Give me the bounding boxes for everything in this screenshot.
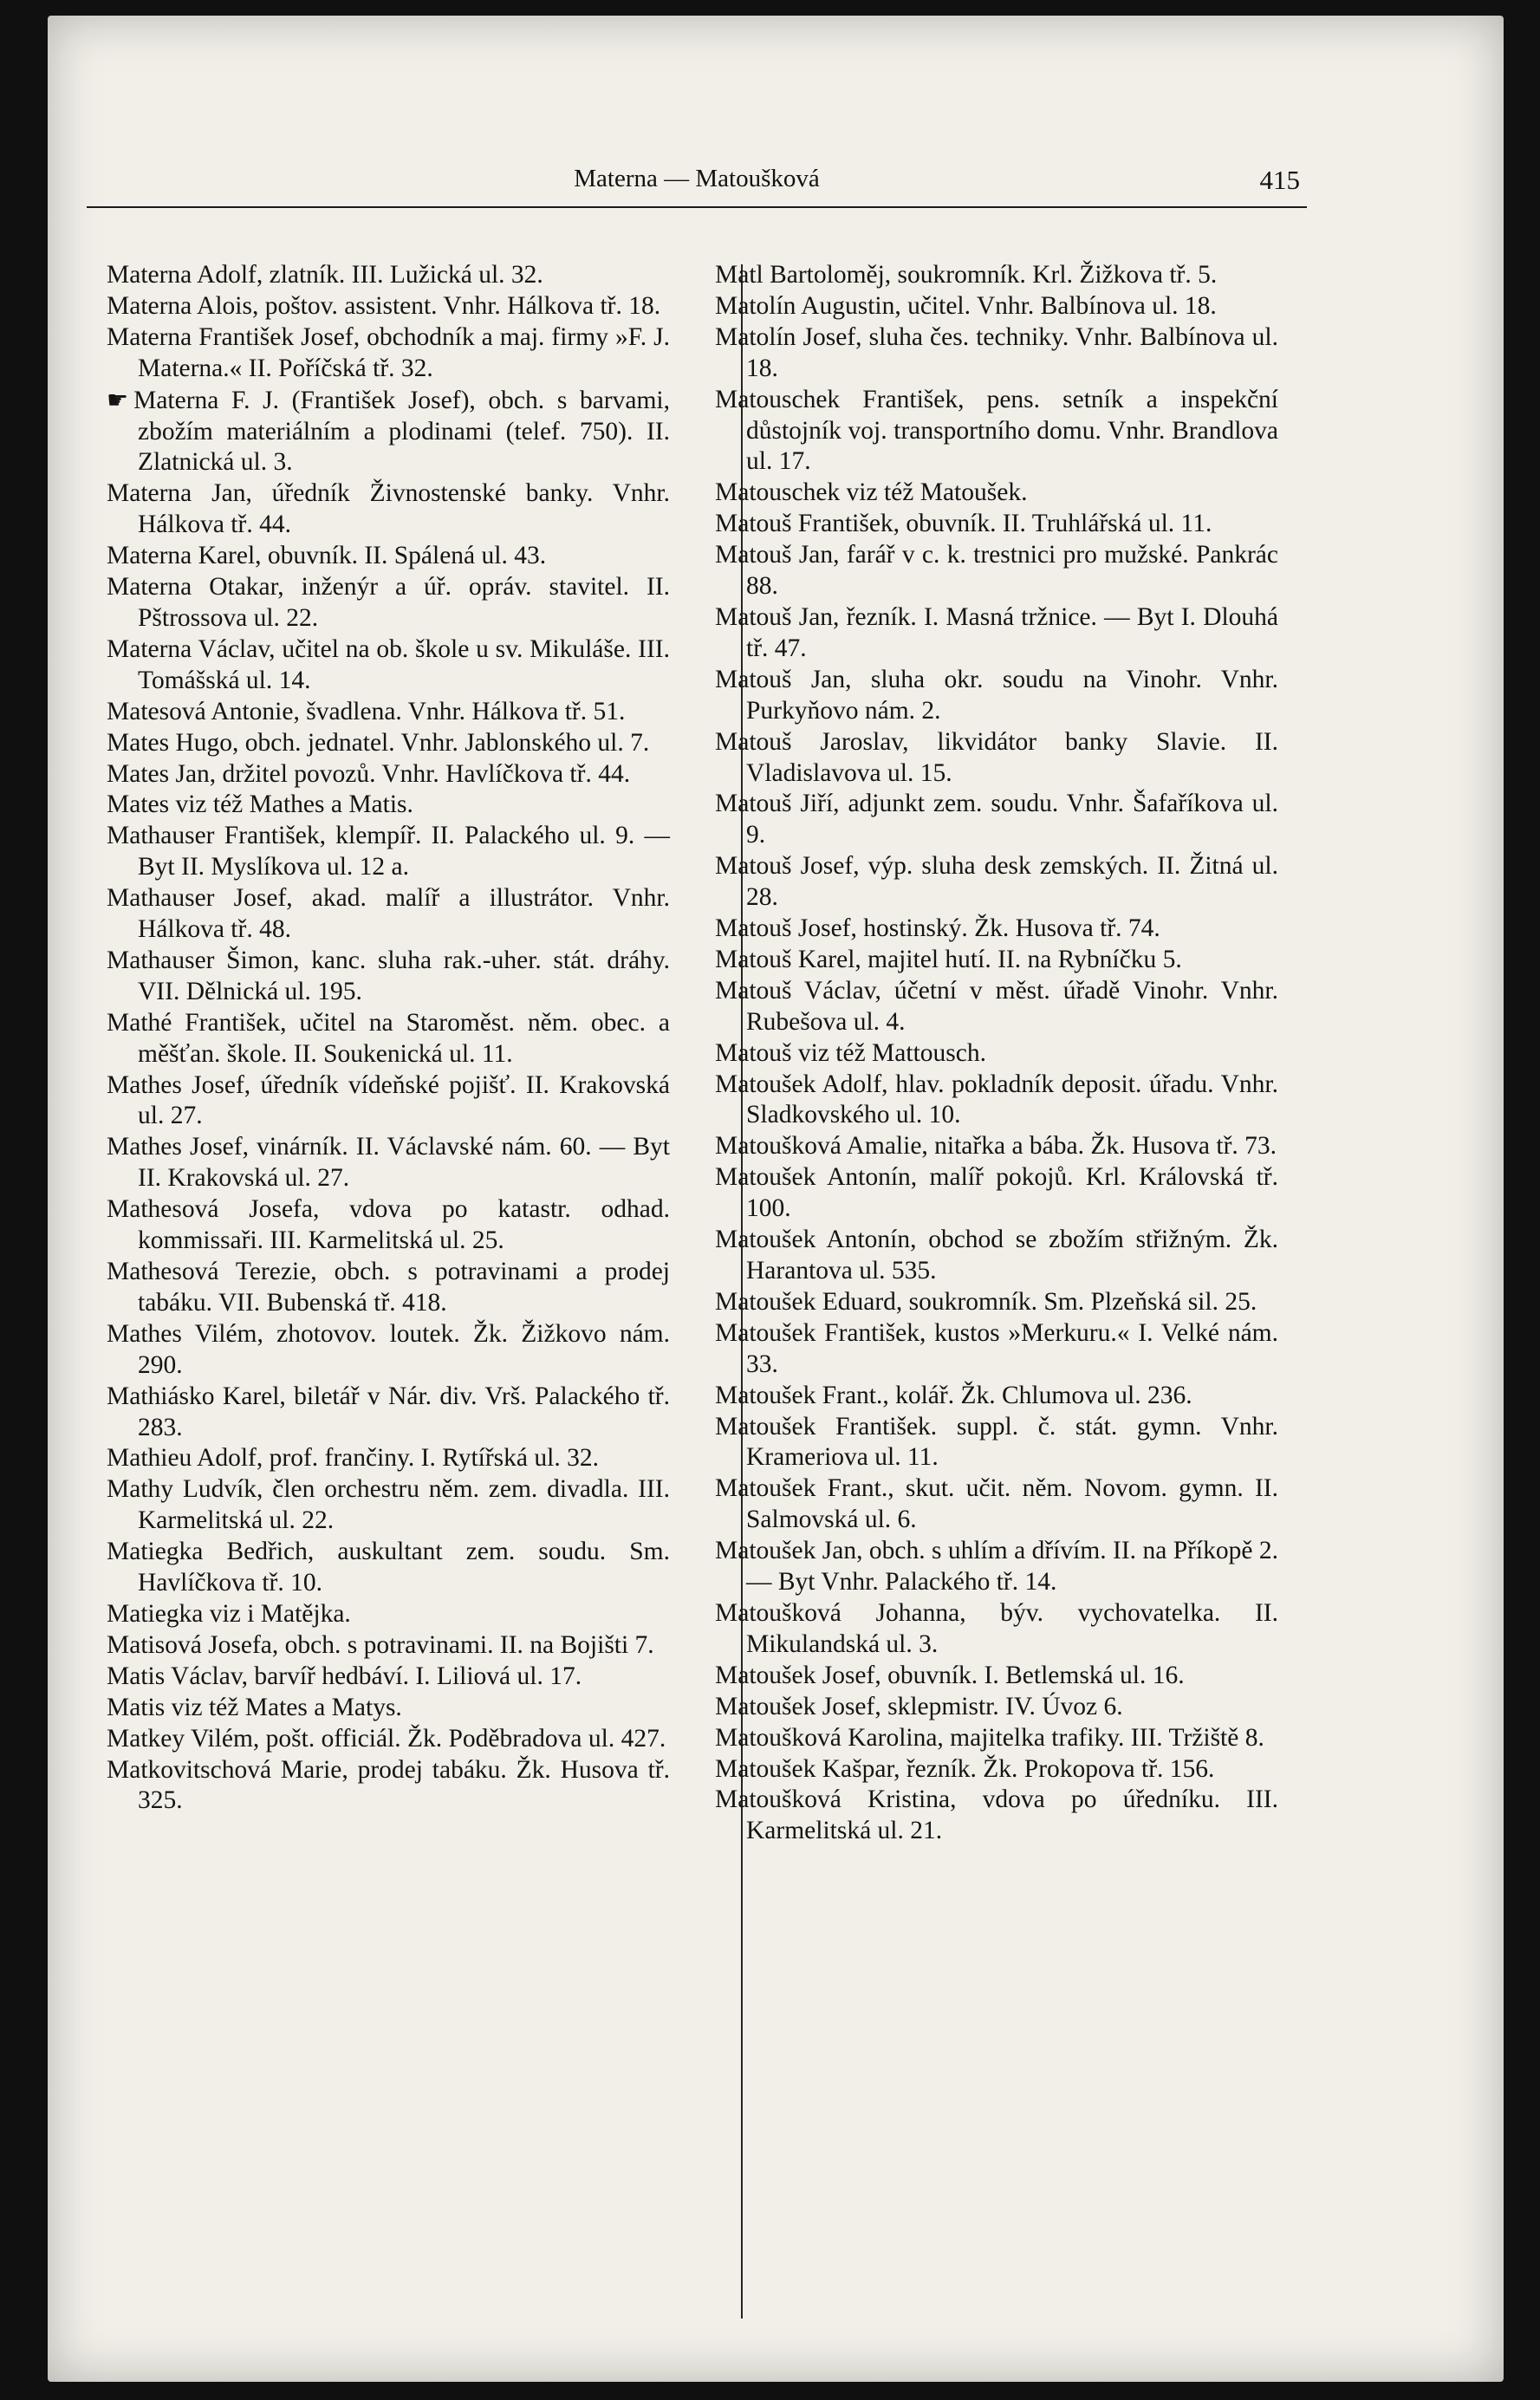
directory-entry [715, 1070, 1278, 1132]
entry-text: Matouschek viz též Matoušek. [715, 478, 1028, 507]
running-title: Materna — Matoušková [574, 165, 820, 192]
directory-entry [715, 1754, 1278, 1785]
directory-entry [107, 541, 670, 572]
directory-entry [715, 1225, 1278, 1287]
entry-text: Matouš František, obuvník. II. Truhlářská ul. 11. [715, 510, 1212, 538]
entry-text: Materna František Josef, obchodník a maj. firmy »F. J. Materna.« II. Poříčská tř. 32. [107, 322, 670, 382]
entry-text: Materna Václav, učitel na ob. škole u sv. Mikuláše. III. Tomášská ul. 14. [107, 634, 670, 694]
entry-text: Matoušek Frant., skut. učit. něm. Novom. gymn. II. Salmovská ul. 6. [715, 1474, 1278, 1534]
directory-entry [715, 509, 1278, 540]
directory-entry [715, 1381, 1278, 1412]
entry-text: Matoušek František. suppl. č. stát. gymn. Vnhr. Krameriova ul. 11. [715, 1412, 1278, 1472]
entry-text: Mathesová Josefa, vdova po katastr. odhad. kommissaři. III. Karmelitská ul. 25. [107, 1195, 670, 1255]
entry-text: Matouš Jan, sluha okr. soudu na Vinohr. Vnhr. Purkyňovo nám. 2. [715, 665, 1278, 725]
directory-entry [107, 1630, 670, 1662]
directory-entry [715, 385, 1278, 478]
directory-entry [715, 1785, 1278, 1847]
entry-text: Matolín Josef, sluha čes. techniky. Vnhr. Balbínova ul. 18. [715, 322, 1278, 382]
page-number: 415 [1259, 165, 1300, 195]
entry-text: Matouš Josef, hostinský. Žk. Husova tř. 74. [715, 914, 1160, 943]
directory-entry [715, 478, 1278, 509]
entry-text: Matouš Jiří, adjunkt zem. soudu. Vnhr. Šafaříkova ul. 9. [715, 790, 1278, 849]
directory-entry [715, 1038, 1278, 1070]
entry-text: Mathiásko Karel, biletář v Nár. div. Vrš. Palackého tř. 283. [107, 1382, 670, 1441]
directory-entry [107, 1537, 670, 1599]
directory-entry [715, 914, 1278, 945]
page-header [87, 149, 1307, 208]
entry-text: Matolín Augustin, učitel. Vnhr. Balbínova ul. 18. [715, 291, 1217, 320]
directory-entry [107, 260, 670, 291]
entry-text: Materna Adolf, zlatník. III. Lužická ul. 32. [107, 261, 543, 289]
directory-entry [715, 602, 1278, 665]
directory-entry [107, 1008, 670, 1070]
entry-text: Matouš Václav, účetní v měst. úřadě Vinohr. Vnhr. Rubešova ul. 4. [715, 976, 1278, 1036]
directory-entry [107, 1599, 670, 1630]
entry-text: Matoušek Frant., kolář. Žk. Chlumova ul. 236. [715, 1381, 1192, 1409]
directory-entry [715, 1473, 1278, 1536]
pointing-hand-icon: ☛ [107, 385, 129, 414]
directory-entry [715, 945, 1278, 976]
directory-entry [715, 1723, 1278, 1754]
directory-entry [107, 883, 670, 946]
entry-text: Matiegka viz i Matějka. [107, 1599, 351, 1628]
directory-entry [107, 572, 670, 634]
directory-entry [715, 1598, 1278, 1661]
directory-entry [715, 1318, 1278, 1381]
directory-entry [715, 1131, 1278, 1162]
directory-entry [107, 1755, 670, 1818]
directory-entry [715, 1536, 1278, 1598]
directory-entry [107, 1070, 670, 1133]
directory-entry [715, 1661, 1278, 1692]
entry-text: Matouschek František, pens. setník a inspekční důstojník voj. transportního domu. Vnhr. Brandlova ul. 17. [715, 385, 1278, 476]
entry-text: Mates viz též Mathes a Matis. [107, 790, 413, 819]
directory-entry [715, 1162, 1278, 1225]
entry-text: Matiegka Bedřich, auskultant zem. soudu. Sm. Havlíčkova tř. 10. [107, 1538, 670, 1597]
entry-text: Matoušek Antonín, malíř pokojů. Krl. Královská tř. 100. [715, 1163, 1278, 1223]
entry-text: Mathesová Terezie, obch. s potravinami a prodej tabáku. VII. Bubenská tř. 418. [107, 1258, 670, 1317]
directory-entry [715, 1692, 1278, 1723]
directory-entry [107, 478, 670, 541]
directory-entry [107, 790, 670, 821]
entry-text: Matoušek Antonín, obchod se zbožím střižným. Žk. Harantova ul. 535. [715, 1226, 1278, 1285]
directory-entry [107, 1319, 670, 1382]
entry-text: Matoušek Eduard, soukromník. Sm. Plzeňská sil. 25. [715, 1287, 1257, 1316]
entry-text: Mathes Josef, vinárník. II. Václavské nám. 60. — Byt II. Krakovská ul. 27. [107, 1133, 670, 1193]
directory-entry [107, 759, 670, 790]
entry-text: Matoušek Jan, obch. s uhlím a dřívím. II. na Příkopě 2. — Byt Vnhr. Palackého tř. 14. [715, 1537, 1278, 1597]
directory-entry [107, 1194, 670, 1257]
directory-entry [715, 322, 1278, 385]
directory-entry [107, 1382, 670, 1444]
entry-text: Materna F. J. (František Josef), obch. s barvami, zbožím materiálním a plodinami (telef. 750). II. Zlatnická ul. 3. [133, 386, 670, 477]
entry-text: Matouš viz též Mattousch. [715, 1038, 986, 1067]
directory-entry [715, 851, 1278, 914]
entry-text: Matouš Jan, farář v c. k. trestnici pro mužské. Pankrác 88. [715, 541, 1278, 601]
directory-entry [107, 1724, 670, 1755]
directory-entry [107, 1443, 670, 1474]
right-column [715, 260, 1278, 1847]
directory-entry [107, 634, 670, 697]
left-column [107, 260, 670, 1817]
entry-text: Matoušková Kristina, vdova po úředníku. III. Karmelitská ul. 21. [715, 1785, 1278, 1845]
entry-text: Mathieu Adolf, prof. frančiny. I. Rytířská ul. 32. [107, 1444, 599, 1473]
entry-text: Matouš Josef, výp. sluha desk zemských. II. Žitná ul. 28. [715, 852, 1278, 912]
entry-text: Materna Jan, úředník Živnostenské banky. Vnhr. Hálkova tř. 44. [107, 479, 670, 539]
entry-text: Materna Karel, obuvník. II. Spálená ul. 43. [107, 542, 547, 570]
directory-entry [715, 665, 1278, 727]
directory-entry [715, 1412, 1278, 1474]
entry-text: Mates Jan, držitel povozů. Vnhr. Havlíčkova tř. 44. [107, 759, 631, 788]
entry-text: Matis Václav, barvíř hedbáví. I. Liliová ul. 17. [107, 1662, 582, 1690]
directory-entry [107, 1257, 670, 1319]
entry-text: Matoušek František, kustos »Merkuru.« I. Velké nám. 33. [715, 1318, 1278, 1378]
entry-text: Mathauser Josef, akad. malíř a illustrátor. Vnhr. Hálkova tř. 48. [107, 884, 670, 944]
entry-text: Matkovitschová Marie, prodej tabáku. Žk. Husova tř. 325. [107, 1755, 670, 1815]
entry-text: Materna Alois, poštov. assistent. Vnhr. Hálkova tř. 18. [107, 291, 661, 320]
entry-text: Matoušková Karolina, majitelka trafiky. III. Tržiště 8. [715, 1723, 1264, 1752]
entry-text: Matouš Karel, majitel hutí. II. na Rybníčku 5. [715, 945, 1182, 973]
entry-text: Mathy Ludvík, člen orchestru něm. zem. divadla. III. Karmelitská ul. 22. [107, 1475, 670, 1535]
directory-entry [107, 697, 670, 728]
entry-text: Matesová Antonie, švadlena. Vnhr. Hálkova tř. 51. [107, 697, 626, 725]
entry-text: Matoušková Amalie, nitařka a bába. Žk. Husova tř. 73. [715, 1132, 1277, 1161]
directory-entry [107, 1693, 670, 1724]
directory-entry [107, 322, 670, 385]
entry-text: Matl Bartoloměj, soukromník. Krl. Žižkova tř. 5. [715, 261, 1218, 289]
entry-text: Matoušková Johanna, býv. vychovatelka. II. Mikulandská ul. 3. [715, 1598, 1278, 1658]
directory-entry [107, 728, 670, 759]
directory-entry [715, 540, 1278, 602]
entry-text: Mathauser František, klempíř. II. Palackého ul. 9. — Byt II. Myslíkova ul. 12 a. [107, 822, 670, 881]
entry-text: Matoušek Adolf, hlav. pokladník deposit. úřadu. Vnhr. Sladkovského ul. 10. [715, 1070, 1278, 1129]
entry-text: Materna Otakar, inženýr a úř. opráv. stavitel. II. Pštrossova ul. 22. [107, 573, 670, 632]
entry-text: Matouš Jaroslav, likvidátor banky Slavie. II. Vladislavova ul. 15. [715, 727, 1278, 787]
entry-text: Matkey Vilém, pošt. officiál. Žk. Poděbradova ul. 427. [107, 1724, 666, 1753]
directory-entry [715, 260, 1278, 291]
entry-text: Matoušek Kašpar, řezník. Žk. Prokopova tř. 156. [715, 1754, 1215, 1783]
directory-entry [107, 1132, 670, 1194]
directory-entry [715, 1287, 1278, 1318]
entry-text: Matoušek Josef, obuvník. I. Betlemská ul. 16. [715, 1661, 1185, 1689]
directory-entry [107, 1662, 670, 1693]
directory-entry [107, 291, 670, 322]
directory-entry [107, 1474, 670, 1537]
entry-text: Mathes Vilém, zhotovov. loutek. Žk. Žižkovo nám. 290. [107, 1319, 670, 1379]
directory-entry [107, 385, 670, 479]
entry-text: Matouš Jan, řezník. I. Masná tržnice. — Byt I. Dlouhá tř. 47. [715, 602, 1278, 662]
entry-text: Mathes Josef, úředník vídeňské pojišť. II. Krakovská ul. 27. [107, 1070, 670, 1130]
directory-entry [715, 789, 1278, 851]
directory-entry [715, 291, 1278, 322]
directory-entry [107, 821, 670, 883]
entry-text: Mathé František, učitel na Staroměst. něm. obec. a měšťan. škole. II. Soukenická ul. 11. [107, 1008, 670, 1068]
directory-entry [715, 727, 1278, 790]
entry-text: Matoušek Josef, sklepmistr. IV. Úvoz 6. [715, 1692, 1123, 1720]
entry-text: Matisová Josefa, obch. s potravinami. II. na Bojišti 7. [107, 1630, 654, 1659]
directory-entry [107, 946, 670, 1008]
entry-text: Mates Hugo, obch. jednatel. Vnhr. Jablonského ul. 7. [107, 728, 650, 757]
entry-text: Mathauser Šimon, kanc. sluha rak.-uher. stát. dráhy. VII. Dělnická ul. 195. [107, 946, 670, 1005]
directory-entry [715, 976, 1278, 1038]
entry-text: Matis viz též Mates a Matys. [107, 1693, 402, 1721]
